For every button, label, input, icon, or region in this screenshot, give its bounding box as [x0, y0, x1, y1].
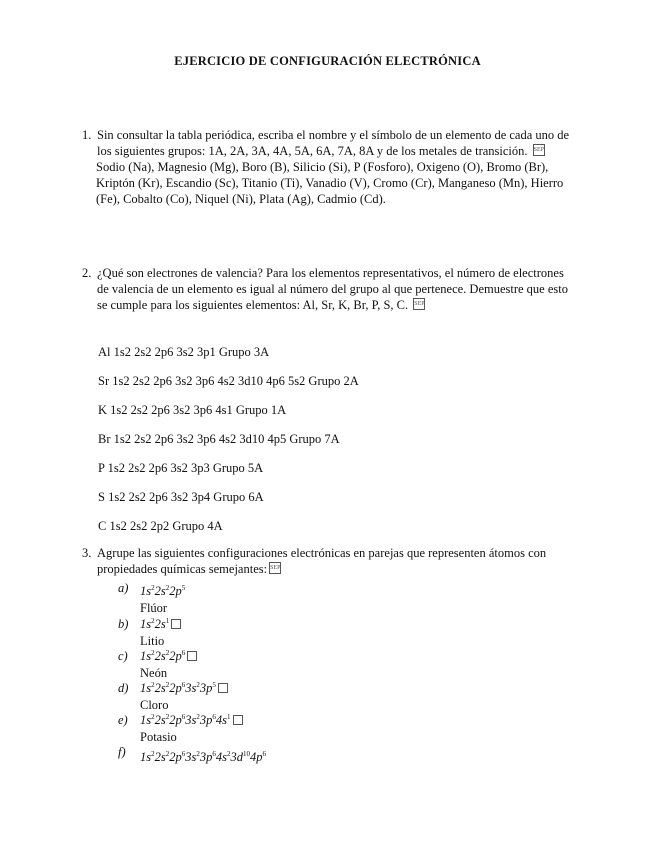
config-line: P 1s2 2s2 2p6 3s2 3p3 Grupo 5A — [98, 461, 264, 475]
element-name: Potasio — [140, 730, 177, 744]
separator-mark-icon — [171, 619, 181, 629]
element-name: Flúor — [140, 601, 168, 615]
electron-configuration: $1s^22s^22p^63s^23p^64s^1$ — [140, 712, 243, 728]
question-2 — [82, 265, 572, 313]
question-text: Agrupe las siguientes configuraciones electrónicas en parejas que representen átomos con propiedades químicas semejantes: SEP — [97, 546, 547, 576]
option-label: f) — [118, 745, 126, 759]
answer-text: Sodio (Na), Magnesio (Mg), Boro (B), Silicio (Si), P (Fosforo), Oxigeno (O), Bromo (Br), Kriptón (Kr), Escandio (Sc), Titanio (Ti), Vanadio (V), Cromo (Cr), Manganeso (Mn), Hierro (Fe), Cobalto (Co), Niquel (Ni), Plata (Ag), Cadmio (Cd). — [96, 160, 564, 206]
option-label: a) — [118, 581, 129, 595]
electron-configuration: $1s^22s^22p^63s^23p^64s^23d^{10}4p^6$ — [140, 750, 266, 764]
separator-mark-icon — [187, 651, 197, 661]
electron-configuration: $1s^22s^22p^6$ — [140, 648, 197, 664]
separator-mark-icon: SEP — [533, 144, 545, 156]
separator-mark-icon: SEP — [413, 298, 425, 310]
question-number: 3. — [82, 546, 92, 560]
config-line: S 1s2 2s2 2p6 3s2 3p4 Grupo 6A — [98, 490, 264, 504]
electron-configuration: $1s^22s^22p^5$ — [140, 584, 186, 598]
question-number: 2. — [82, 266, 92, 280]
question-text: Sin consultar la tabla periódica, escriba el nombre y el símbolo de un elemento de cada uno de los siguientes grupos: 1A, 2A, 3A, 4A, 5A, 6A, 7A, 8A y de los metales de transición. SEP — [97, 128, 570, 158]
electron-configuration: $1s^22s^22p^63s^23p^5$ — [140, 680, 228, 696]
config-line: Br 1s2 2s2 2p6 3s2 3p6 4s2 3d10 4p5 Grupo 7A — [98, 432, 340, 446]
config-line: Sr 1s2 2s2 2p6 3s2 3p6 4s2 3d10 4p6 5s2 Grupo 2A — [98, 374, 359, 388]
element-name: Cloro — [140, 698, 169, 712]
config-line: C 1s2 2s2 2p2 Grupo 4A — [98, 519, 223, 533]
option-label: c) — [118, 649, 128, 663]
separator-mark-icon — [233, 715, 243, 725]
question-1 — [82, 127, 572, 207]
question-text: ¿Qué son electrones de valencia? Para los elementos representativos, el número de electrones de valencia de un elemento es igual al número del grupo al que pertenece. Demuestre que esto se cumple para los siguientes elementos: Al, Sr, K, Br, P, S, C. SEP — [97, 266, 568, 312]
document-title: EJERCICIO DE CONFIGURACIÓN ELECTRÓNICA — [174, 54, 481, 68]
element-name: Neón — [140, 666, 168, 680]
option-label: e) — [118, 713, 128, 727]
option-label: b) — [118, 617, 129, 631]
separator-mark-icon — [218, 683, 228, 693]
config-line: Al 1s2 2s2 2p6 3s2 3p1 Grupo 3A — [98, 345, 270, 359]
question-number: 1. — [82, 128, 92, 142]
option-label: d) — [118, 681, 129, 695]
element-name: Litio — [140, 634, 165, 648]
config-line: K 1s2 2s2 2p6 3s2 3p6 4s1 Grupo 1A — [98, 403, 287, 417]
separator-mark-icon: SEP — [269, 562, 281, 574]
question-3 — [82, 545, 572, 577]
electron-configuration: $1s^22s^1$ — [140, 616, 181, 632]
